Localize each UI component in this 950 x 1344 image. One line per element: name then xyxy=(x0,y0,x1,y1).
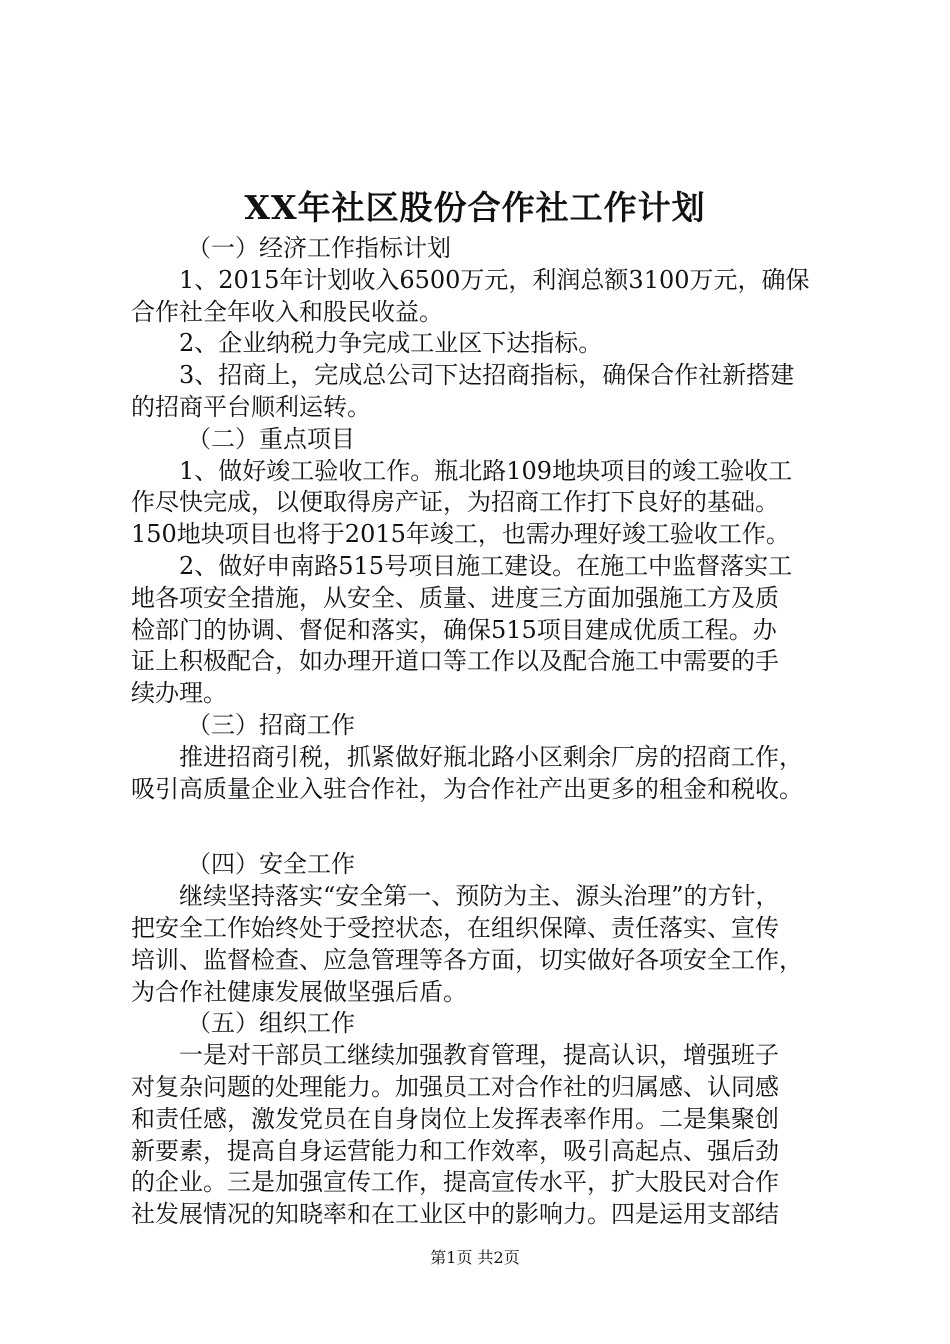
document-body xyxy=(131,233,831,1231)
paragraph-line: 合作社全年收入和股民收益。 xyxy=(131,297,443,326)
paragraph-line: 培训、监督检查、应急管理等各方面，切实做好各项安全工作， xyxy=(131,945,803,974)
paragraph-line: 证上积极配合，如办理开道口等工作以及配合施工中需要的手 xyxy=(131,647,779,676)
document-title: XX年社区股份合作社工作计划 xyxy=(244,188,706,227)
paragraph-line: 对复杂问题的处理能力。加强员工对合作社的归属感、认同感 xyxy=(131,1072,779,1101)
paragraph-line: 1、2015年计划收入6500万元，利润总额3100万元，确保 xyxy=(179,265,810,294)
paragraph-line: 推进招商引税，抓紧做好瓶北路小区剩余厂房的招商工作， xyxy=(179,742,803,771)
paragraph-line: 的企业。三是加强宣传工作，提高宣传水平，扩大股民对合作 xyxy=(131,1168,779,1197)
paragraph-line: 续办理。 xyxy=(131,679,227,708)
paragraph-line: 社发展情况的知晓率和在工业区中的影响力。四是运用支部结 xyxy=(131,1200,779,1229)
paragraph-line: 检部门的协调、督促和落实，确保515项目建成优质工程。办 xyxy=(131,615,777,644)
paragraph-line: 新要素，提高自身运营能力和工作效率，吸引高起点、强后劲 xyxy=(131,1136,779,1165)
section-heading: （二）重点项目 xyxy=(187,424,355,453)
section-heading: （一）经济工作指标计划 xyxy=(187,234,451,262)
paragraph-line: 2、企业纳税力争完成工业区下达指标。 xyxy=(179,329,603,358)
paragraph-line: 150地块项目也将于2015年竣工，也需办理好竣工验收工作。 xyxy=(131,520,790,549)
section-heading: （五）组织工作 xyxy=(187,1009,355,1038)
paragraph-line: 的招商平台顺利运转。 xyxy=(131,392,371,421)
section-heading: （三）招商工作 xyxy=(187,710,355,739)
paragraph-line: 一是对干部员工继续加强教育管理，提高认识，增强班子 xyxy=(179,1041,779,1070)
section-heading: （四）安全工作 xyxy=(187,850,355,879)
paragraph-line: 1、做好竣工验收工作。瓶北路109地块项目的竣工验收工 xyxy=(179,456,793,485)
paragraph-line: 地各项安全措施，从安全、质量、进度三方面加强施工方及质 xyxy=(131,583,779,612)
paragraph-line: 继续坚持落实“安全第一、预防为主、源头治理”的方针， xyxy=(179,882,780,911)
paragraph-line: 2、做好申南路515号项目施工建设。在施工中监督落实工 xyxy=(179,551,793,580)
paragraph-line: 把安全工作始终处于受控状态，在组织保障、责任落实、宣传 xyxy=(131,913,779,942)
paragraph-line: 为合作社健康发展做坚强后盾。 xyxy=(131,977,467,1006)
paragraph-gap xyxy=(131,805,831,849)
paragraph-line: 作尽快完成，以便取得房产证，为招商工作打下良好的基础。 xyxy=(131,488,779,517)
paragraph-line: 吸引高质量企业入驻合作社，为合作社产出更多的租金和税收。 xyxy=(131,774,803,803)
page-footer: 第1页 共2页 xyxy=(430,1248,520,1267)
paragraph-line: 和责任感，激发党员在自身岗位上发挥表率作用。二是集聚创 xyxy=(131,1104,779,1133)
paragraph-line: 3、招商上，完成总公司下达招商指标，确保合作社新搭建 xyxy=(179,361,795,390)
